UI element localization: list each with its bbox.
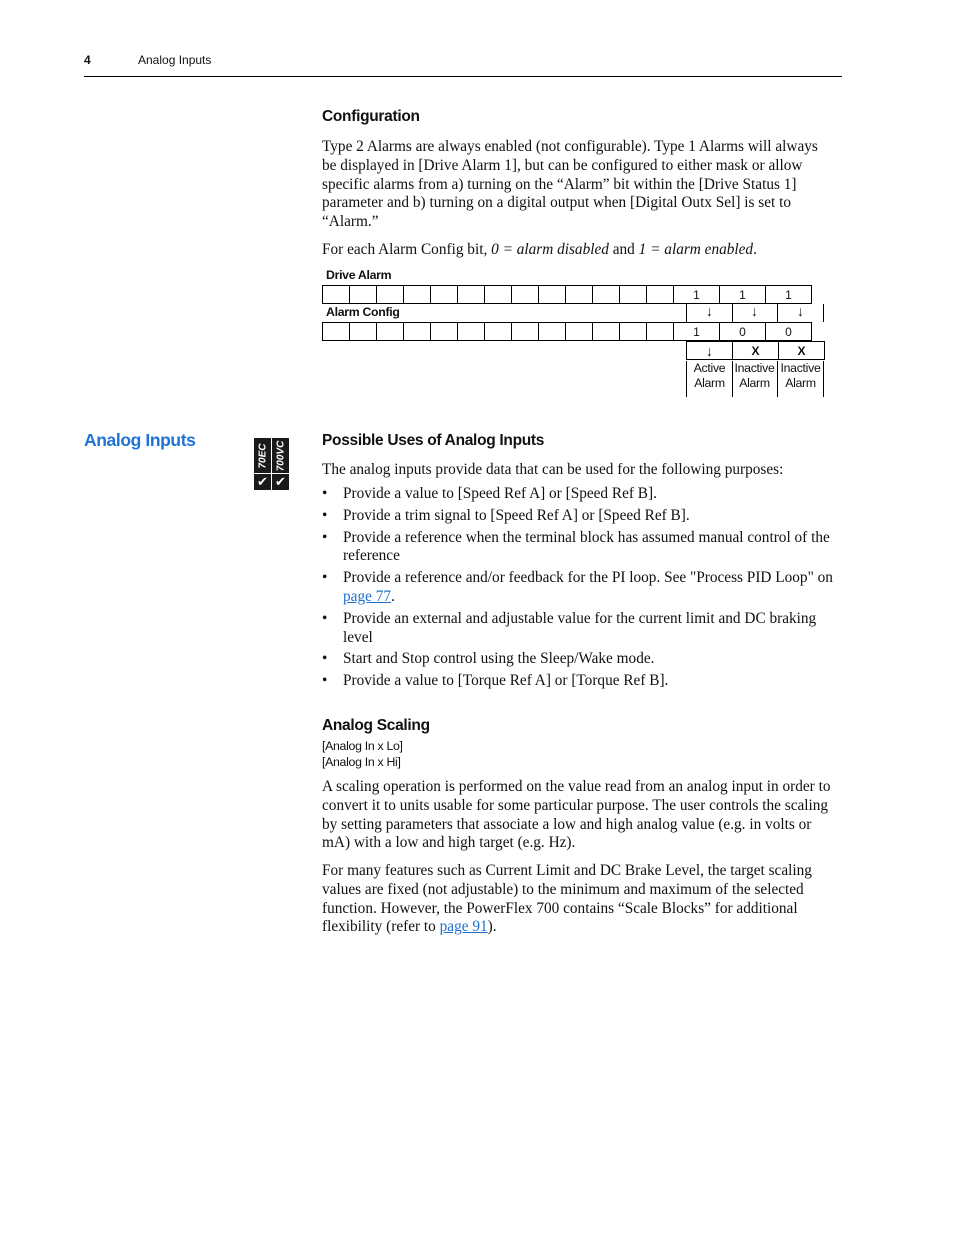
caption-inactive-alarm: [778, 361, 824, 397]
result-row: [686, 341, 825, 360]
possible-uses-list: [322, 485, 839, 694]
list-item: [322, 485, 839, 504]
down-arrow-icon: ↓: [686, 304, 733, 322]
bullet: •: [322, 672, 328, 690]
bit-cell: 1: [674, 286, 720, 304]
analog-scaling-paragraph-2: [322, 862, 827, 937]
possible-uses-heading: Possible Uses of Analog Inputs: [322, 432, 545, 449]
configuration-heading: Configuration: [322, 108, 420, 125]
check-icon: ✔: [272, 474, 289, 490]
down-arrow-icon: ↓: [778, 304, 824, 322]
p2-mid: and: [608, 241, 639, 258]
list-item: [322, 507, 839, 526]
list-item: [322, 610, 839, 648]
bit-cell: [431, 286, 458, 304]
result-captions: [686, 361, 824, 397]
list-item-text: Provide a trim signal to [Speed Ref A] or [Speed Ref B].: [343, 506, 690, 524]
p2-text: For many features such as Current Limit and DC Brake Level, the target scaling values are fixed (not adjustable) to the minimum and maximum of the selected function. However, the PowerFlex 700 contains “Scale Blocks” for additional flexibility (refer to: [322, 862, 812, 936]
bit-cell: [647, 286, 674, 304]
analog-scaling-heading: Analog Scaling: [322, 717, 430, 734]
p2-suffix: .: [753, 241, 757, 258]
running-header-title: Analog Inputs: [138, 53, 212, 67]
bit-cell: [539, 286, 566, 304]
caption-line: Inactive: [780, 361, 821, 375]
x-mark: X: [779, 342, 825, 360]
bit-cell: [404, 323, 431, 341]
bit-cell: [377, 323, 404, 341]
caption-line: Active: [693, 361, 726, 375]
bit-cell: 0: [720, 323, 766, 341]
list-item-text: Start and Stop control using the Sleep/Wake mode.: [343, 650, 655, 668]
bit-cell: [566, 323, 593, 341]
analog-scaling-paragraph-1: A scaling operation is performed on the value read from an analog input in order to convert it to units usable for some particular purpose. The user controls the scaling by setting parameters that associate a low and high analog value (e.g. in volts or mA) with a low and high target (e.g. Hz).: [322, 778, 831, 852]
p2-suffix: ).: [487, 918, 497, 936]
bullet: •: [322, 528, 328, 546]
caption-line: Alarm: [785, 376, 816, 390]
bit-cell: [620, 323, 647, 341]
badge-label: 700VC: [275, 440, 286, 471]
caption-active-alarm: [686, 361, 733, 397]
bit-cell: [404, 286, 431, 304]
bit-cell: [647, 323, 674, 341]
x-mark: X: [733, 342, 779, 360]
page-77-link[interactable]: page 77: [343, 587, 391, 605]
p2-emphasis-disabled: 0 = alarm disabled: [491, 241, 609, 258]
bit-cell: [323, 286, 350, 304]
down-arrow-icon: ↓: [687, 342, 733, 360]
list-item: [322, 569, 839, 607]
bit-cell: [458, 286, 485, 304]
bullet: •: [322, 506, 328, 524]
bit-cell: [377, 286, 404, 304]
configuration-paragraph-1: Type 2 Alarms are always enabled (not configurable). Type 1 Alarms will always be displayed in [Drive Alarm 1], but can be configured to either mask or allow specific alarms from a) turning on the “Alarm” bit within the [Drive Status 1] parameter and b) turning on a digital output when [Digital Outx Sel] is set to “Alarm.”: [322, 138, 818, 231]
page-number: 4: [84, 53, 91, 67]
list-item-text: Provide a reference and/or feedback for the PI loop. See "Process PID Loop" on: [343, 569, 833, 587]
bullet: •: [322, 569, 328, 587]
caption-line: Alarm: [694, 376, 725, 390]
list-item-text: Provide a value to [Speed Ref A] or [Speed Ref B].: [343, 485, 657, 502]
drive-alarm-bit-row: [322, 285, 812, 304]
bit-cell: [566, 286, 593, 304]
list-item-text: Provide a reference when the terminal block has assumed manual control of the reference: [343, 528, 830, 565]
bit-cell: [593, 323, 620, 341]
header-rule: [84, 76, 842, 77]
bit-cell: 1: [766, 286, 812, 304]
bit-cell: [539, 323, 566, 341]
page-91-link[interactable]: page 91: [439, 918, 488, 936]
badge-label: 70EC: [257, 442, 268, 469]
bit-cell: [323, 323, 350, 341]
caption-line: Inactive: [734, 361, 775, 375]
bit-cell: [485, 323, 512, 341]
bit-cell: [485, 286, 512, 304]
list-item: [322, 650, 839, 669]
check-icon: ✔: [254, 474, 271, 490]
configuration-paragraph-2: [322, 241, 842, 260]
bit-cell: [512, 286, 539, 304]
caption-line: Alarm: [739, 376, 770, 390]
drive-alarm-label: Drive Alarm: [326, 268, 392, 282]
list-item: [322, 672, 839, 691]
analog-scaling-params: [322, 738, 403, 770]
list-item-text: Provide an external and adjustable value for the current limit and DC braking level: [343, 609, 817, 646]
bit-cell: 1: [674, 323, 720, 341]
param-analog-in-lo: [Analog In x Lo]: [322, 739, 403, 753]
bit-cell: [458, 323, 485, 341]
drive-badge-70ec: [254, 438, 271, 473]
alarm-config-bit-row: [322, 322, 812, 341]
bit-cell: [431, 323, 458, 341]
list-item: [322, 529, 839, 567]
down-arrow-icon: ↓: [732, 304, 778, 322]
possible-uses-intro: The analog inputs provide data that can be used for the following purposes:: [322, 461, 784, 478]
drive-badge-700vc: [272, 438, 289, 473]
bit-cell: [350, 286, 377, 304]
bit-cell: [512, 323, 539, 341]
bullet: •: [322, 485, 328, 502]
bit-cell: [620, 286, 647, 304]
bit-cell: [350, 323, 377, 341]
param-analog-in-hi: [Analog In x Hi]: [322, 755, 401, 769]
list-item-text: Provide a value to [Torque Ref A] or [Torque Ref B].: [343, 672, 669, 690]
arrow-row: [686, 304, 824, 322]
bullet: •: [322, 650, 328, 668]
bit-cell: [593, 286, 620, 304]
p2-emphasis-enabled: 1 = alarm enabled: [638, 241, 754, 258]
bullet: •: [322, 609, 328, 627]
section-title: Analog Inputs: [84, 430, 196, 450]
list-item-suffix: .: [391, 587, 395, 605]
bit-cell: 1: [720, 286, 766, 304]
alarm-config-label: Alarm Config: [326, 305, 400, 319]
caption-inactive-alarm: [732, 361, 778, 397]
bit-cell: 0: [766, 323, 812, 341]
p2-prefix: For each Alarm Config bit,: [322, 241, 492, 258]
